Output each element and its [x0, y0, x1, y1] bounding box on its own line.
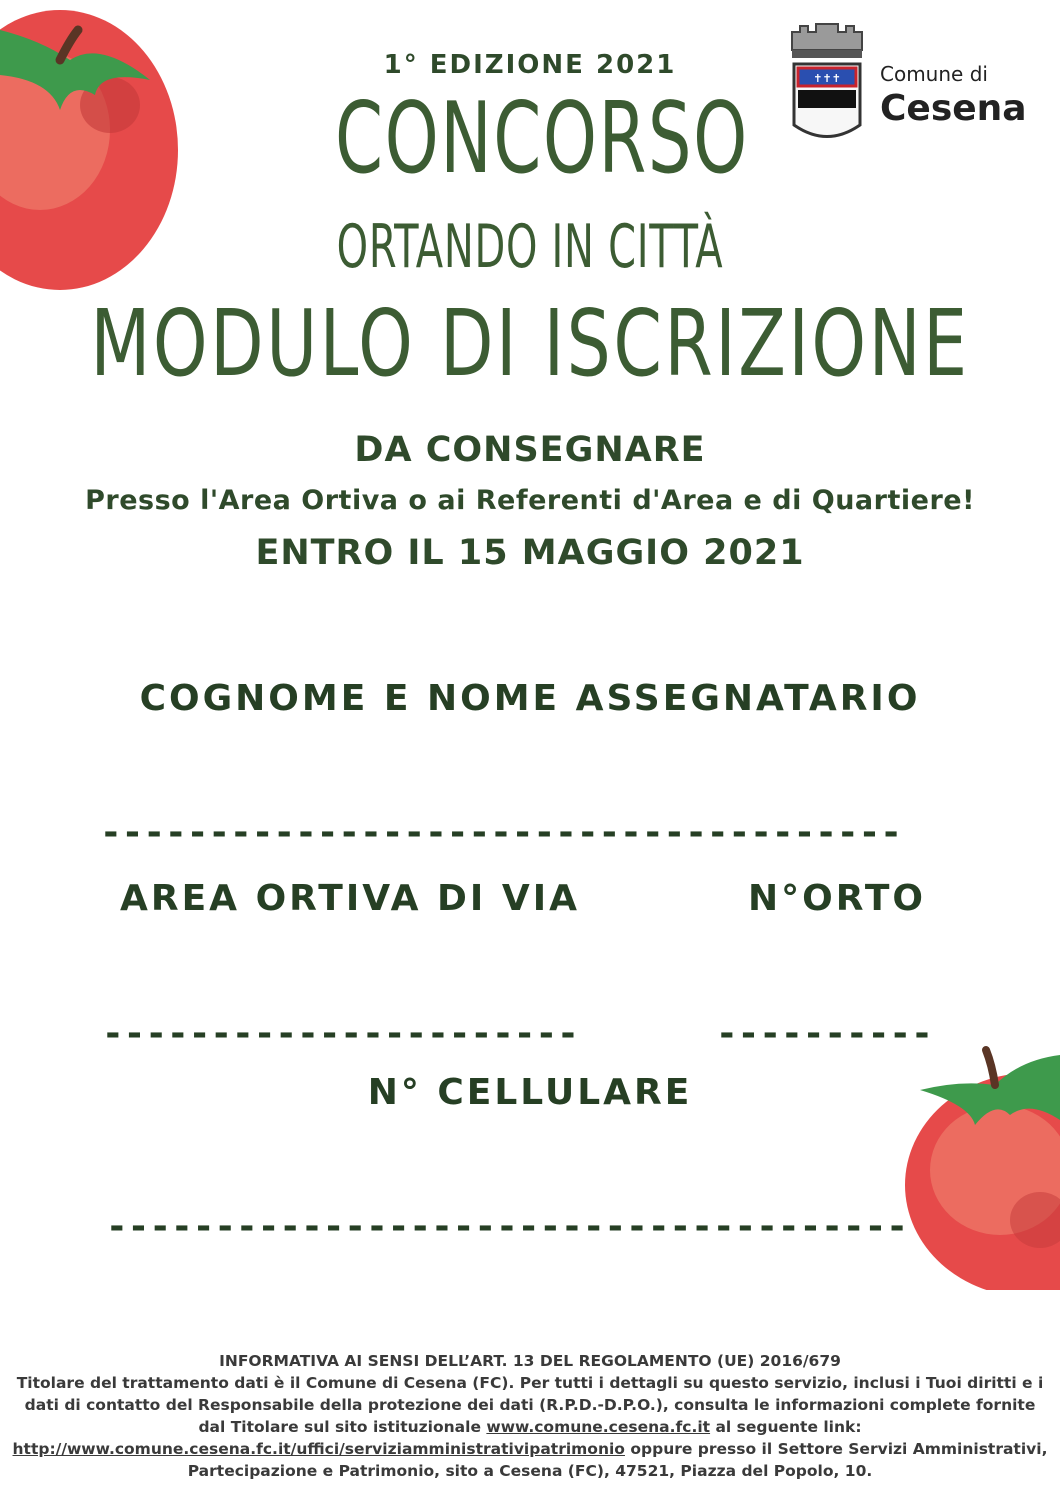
- plot-field-line[interactable]: ----------: [716, 1013, 933, 1054]
- phone-field-line[interactable]: -------------------------------------: [106, 1206, 908, 1247]
- phone-label: N° CELLULARE: [367, 1072, 693, 1113]
- area-label: AREA ORTIVA DI VIA: [120, 878, 580, 919]
- name-label: COGNOME E NOME ASSEGNATARIO: [139, 678, 921, 719]
- name-field-line[interactable]: -------------------------------------: [100, 812, 902, 853]
- contest-title: CONCORSO: [335, 82, 749, 196]
- privacy-text-3: oppure presso il Settore Servizi Amministrativi, Partecipazione e Patrimonio, sito a Cesena (FC), 47521, Piazza del Popolo, 10.: [187, 1440, 1048, 1480]
- svg-text:✝✝✝: ✝✝✝: [813, 72, 841, 85]
- privacy-text-2: al seguente link:: [715, 1418, 862, 1436]
- privacy-notice: [10, 1350, 1050, 1482]
- area-field-line[interactable]: ----------------------: [102, 1013, 579, 1054]
- privacy-text-1: Titolare del trattamento dati è il Comune di Cesena (FC). Per tutti i dettagli su questo servizio, inclusi i Tuoi diritti e i dati di contatto del Responsabile della protezione dei dati (R.P.D.-D.P.O.), consulta le informazioni complete fornite dal Titolare sul sito istituzionale: [16, 1374, 1044, 1436]
- privacy-heading: INFORMATIVA AI SENSI DELL’ART. 13 DEL REGOLAMENTO (UE) 2016/679: [219, 1352, 841, 1370]
- coat-of-arms-icon: [786, 20, 868, 150]
- privacy-text: [10, 1372, 1050, 1482]
- deliver-location: Presso l'Area Ortiva o ai Referenti d'Area e di Quartiere!: [85, 485, 975, 516]
- deadline: ENTRO IL 15 MAGGIO 2021: [255, 533, 805, 573]
- plot-label: N°ORTO: [748, 878, 926, 919]
- page-link[interactable]: http://www.comune.cesena.fc.it/uffici/serviziamministrativipatrimonio: [12, 1440, 625, 1458]
- deliver-heading: DA CONSEGNARE: [354, 430, 706, 470]
- contest-subtitle: ORTANDO IN CITTÀ: [336, 212, 724, 282]
- edition-label: 1° EDIZIONE 2021: [383, 50, 677, 80]
- logo-line2: Cesena: [880, 88, 1027, 129]
- form-title: MODULO DI ISCRIZIONE: [90, 290, 970, 397]
- site-link[interactable]: www.comune.cesena.fc.it: [486, 1418, 711, 1436]
- logo-line1: Comune di: [880, 62, 988, 86]
- tomato-top-left-icon: [0, 0, 190, 300]
